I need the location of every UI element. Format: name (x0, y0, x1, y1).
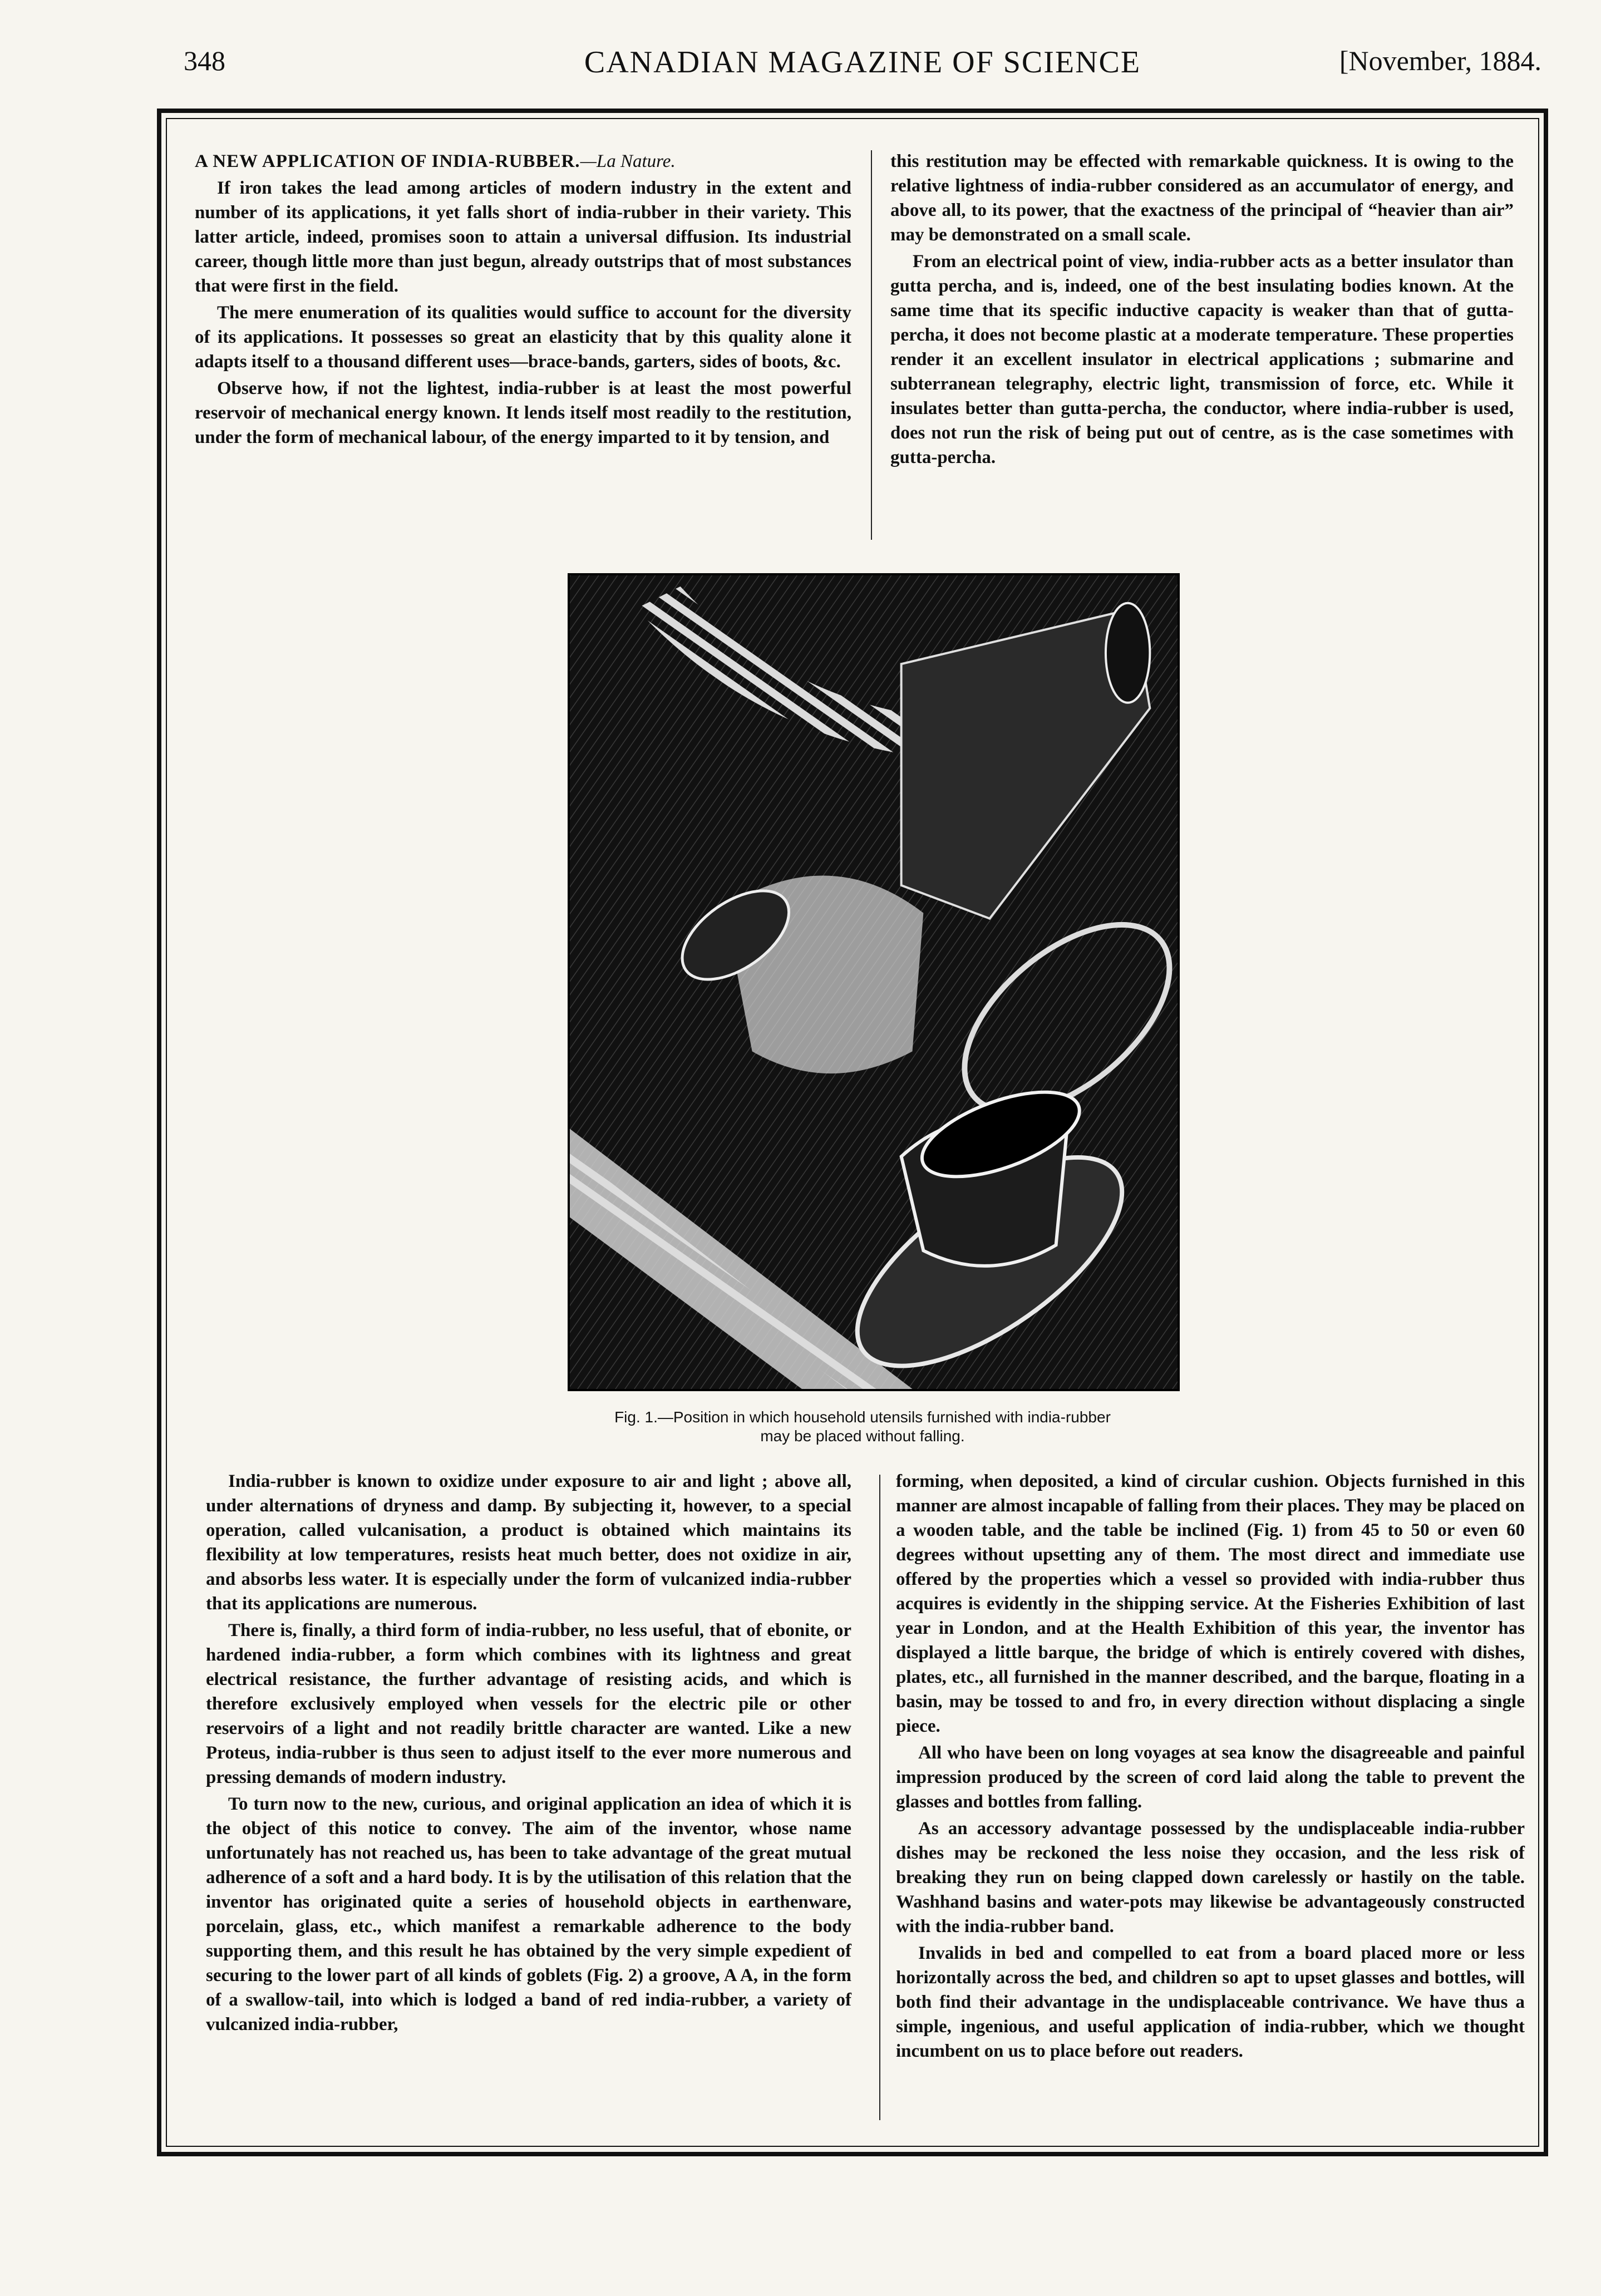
paragraph: Invalids in bed and compelled to eat from a board placed more or less horizontally across the bed, and children so apt to upset glasses and bottles, will both find their advantage in the undisplaceable contrivance. We have thus a simple, ingenious, and useful application of india-rubber, which we thought incumbent on us to place before out readers. (896, 1943, 1525, 2061)
paragraph: Observe how, if not the lightest, india-rubber is at least the most powerful reservoir of mechanical energy known. It lends itself most readily to the restitution, under the form of mechanical labour, of the energy imparted to it by tension, and (195, 378, 851, 447)
paragraph: forming, when deposited, a kind of circular cushion. Objects furnished in this manner are almost incapable of falling from their places. They may be placed on a wooden table, and the table be inclined (Fig. 1) from 45 to 50 or even 60 degrees without upsetting any of them. The most direct and immediate use offered by the properties which a vessel so provided with india-rubber thus acquires is evidently in the shipping service. At the Fisheries Exhibition of last year in London, and at the Health Exhibition of this year, the inventor has displayed a little barque, the bridge of which is entirely covered with dishes, plates, etc., all furnished in the manner described, and the barque, floating in a basin, may be tossed to and fro, in every direction without displacing a single piece. (896, 1471, 1525, 1736)
article-heading (195, 149, 851, 174)
article-column-bottom-left (206, 1469, 851, 2039)
figure-1-engraving (568, 573, 1180, 1391)
magazine-title: CANADIAN MAGAZINE OF SCIENCE (584, 45, 1141, 80)
article-source: —La Nature. (580, 151, 676, 171)
paragraph: this restitution may be effected with remarkable quickness. It is owing to the relative lightness of india-rubber considered as an accumulator of energy, and above all, to its power, that the exactness of the principal of “heavier than air” may be demonstrated on a small scale. (890, 151, 1514, 245)
paragraph: All who have been on long voyages at sea know the disagreeable and painful impression produced by the screen of cord laid along the table to prevent the glasses and bottles from falling. (896, 1743, 1525, 1812)
column-divider (871, 150, 872, 540)
article-column-top-right (890, 149, 1514, 472)
paragraph: There is, finally, a third form of india-rubber, no less useful, that of ebonite, or hardened india-rubber, a form which combines with its lightness and great electrical resistance, the further advantage of resisting acids, and which is therefore exclusively employed when vessels for the electric pile or other reservoirs of a light and not readily brittle character are wanted. Like a new Proteus, india-rubber is thus seen to adjust itself to the ever more numerous and pressing demands of modern industry. (206, 1620, 851, 1787)
paragraph: As an accessory advantage possessed by the undisplaceable india-rubber dishes may be reckoned the less noise they occasion, and the less risk of breaking they run on being clapped down carelessly or hastily on the table. Washhand basins and water-pots may likewise be advantageously constructed with the india-rubber band. (896, 1819, 1525, 1937)
article-column-top-left (195, 149, 851, 452)
figure-caption-line: may be placed without falling. (760, 1427, 965, 1445)
issue-date: [November, 1884. (1339, 45, 1541, 76)
paragraph: From an electrical point of view, india-rubber acts as a better insulator than gutta percha, and is, indeed, one of the best insulating bodies known. At the same time that its specific inductive capacity is weaker than that of gutta-percha, it does not become plastic at a moderate temperature. These properties render it an excellent insulator in electrical applications ; submarine and subterranean telegraphy, electric light, transmission of force, etc. While it insulates better than gutta-percha, the conductor, where india-rubber is used, does not run the risk of being put out of centre, as is the case sometimes with gutta-percha. (890, 252, 1514, 467)
paragraph: India-rubber is known to oxidize under exposure to air and light ; above all, under alternations of dryness and damp. By subjecting it, however, to a special operation, called vulcanisation, a product is obtained which maintains its flexibility at low temperatures, resists heat much better, does not oxidize in air, and absorbs less water. It is especially under the form of vulcanized india-rubber that its applications are numerous. (206, 1471, 851, 1614)
paragraph: The mere enumeration of its qualities would suffice to account for the diversity of its applications. It possesses so great an elasticity that by this quality alone it adapts itself to a thousand different uses—brace-bands, garters, sides of boots, &c. (195, 303, 851, 372)
inclined-table-illustration (570, 575, 1178, 1389)
column-divider (879, 1475, 880, 2120)
paragraph: To turn now to the new, curious, and original application an idea of which it is the object of this notice to convey. The aim of the inventor, whose name unfortunately has not reached us, has been to take advantage of the great mutual adherence of a soft and a hard body. It is by the utilisation of this relation that the inventor has originated quite a series of household objects in earthenware, porcelain, glass, etc., which manifest a remarkable adherence to the body supporting them, and this result he has obtained by the very simple expedient of securing to the lower part of all kinds of goblets (Fig. 2) a groove, A A, in the form of a swallow-tail, into which is lodged a band of red india-rubber, a variety of vulcanized india-rubber, (206, 1794, 851, 2034)
article-column-bottom-right (896, 1469, 1525, 2066)
figure-caption-line: Fig. 1.—Position in which household utensils furnished with india-rubber (614, 1408, 1111, 1426)
page-header (184, 45, 1541, 95)
paragraph: If iron takes the lead among articles of modern industry in the extent and number of its applications, it yet falls short of india-rubber in their variety. This latter article, indeed, promises soon to attain a universal diffusion. Its industrial career, though little more than just begun, already outstrips that of most substances that were first in the field. (195, 178, 851, 296)
article-title: A NEW APPLICATION OF INDIA-RUBBER. (195, 151, 580, 171)
figure-caption (501, 1408, 1224, 1446)
page-number: 348 (184, 45, 225, 76)
